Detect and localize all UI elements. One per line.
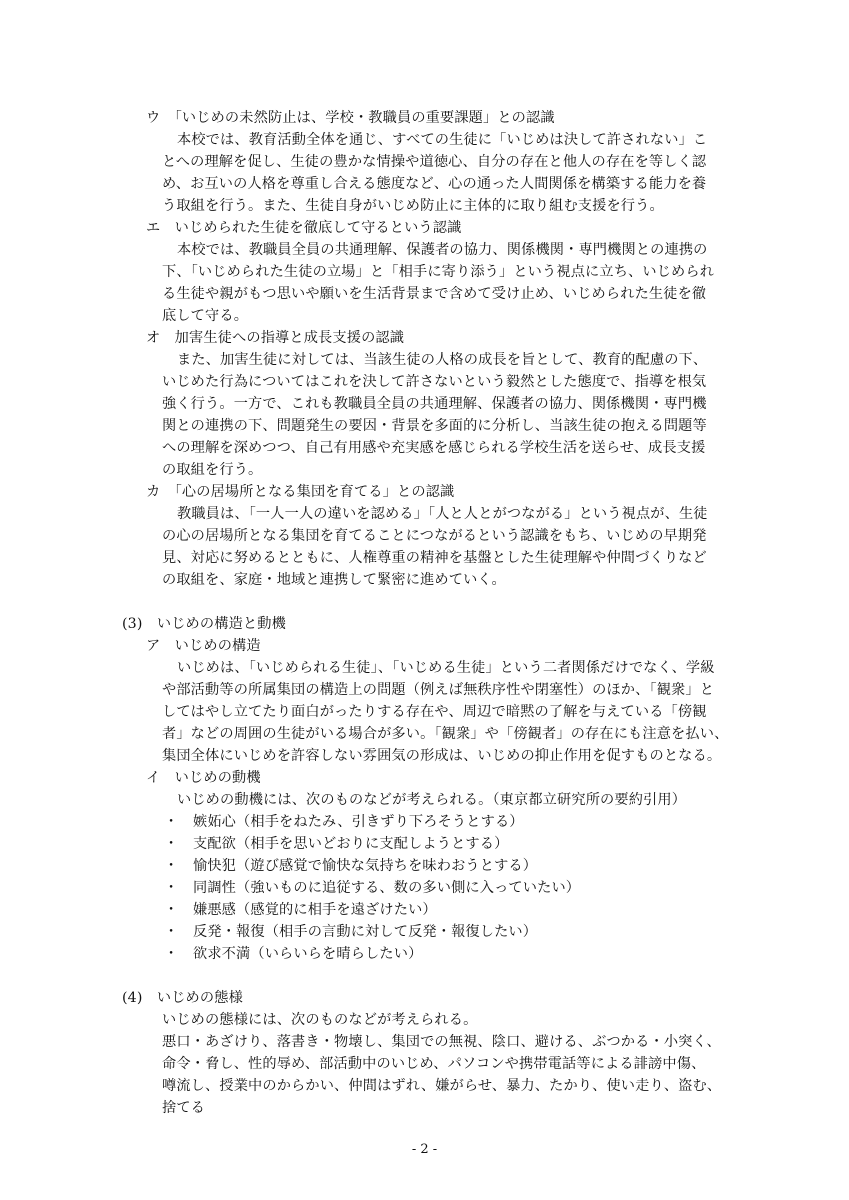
- section-e-heading: エ いじめられた生徒を徹底して守るという認識: [146, 220, 462, 236]
- section-3i-heading: イ いじめの動機: [146, 770, 261, 786]
- bullet-icon: ・: [164, 946, 179, 962]
- section-u-line: め、お互いの人格を尊重し合える態度など、心の通った人間関係を構築する能力を養: [162, 176, 707, 192]
- section-e-line: る生徒や親がもつ思いや願いを生活背景まで含めて受け止め、いじめられた生徒を徹: [162, 286, 707, 302]
- section-4-line: 捨てる: [162, 1100, 206, 1116]
- section-o-line: への理解を深めつつ、自己有用感や充実感を感じられる学校生活を送らせ、成長支援: [162, 440, 706, 456]
- bullet-icon: ・: [164, 902, 179, 918]
- bullet-icon: ・: [164, 836, 179, 852]
- section-4-line: 悪口・あざけり、落書き・物壊し、集団での無視、陰口、避ける、ぶつかる・小突く、: [162, 1034, 721, 1050]
- section-o-line: 関との連携の下、問題発生の要因・背景を多面的に分析し、当該生徒の抱える問題等: [162, 418, 707, 434]
- section-3a-line: 者」などの周囲の生徒がいる場合が多い。「観衆」や「傍観者」の存在にも注意を払い、: [162, 726, 729, 742]
- section-3a-line: や部活動等の所属集団の構造上の問題（例えば無秩序性や閉塞性）のほか、「観衆」と: [162, 682, 715, 698]
- section-4-line: 噂流し、授業中のからかい、仲間はずれ、嫌がらせ、暴力、たかり、使い走り、盗む、: [162, 1078, 722, 1094]
- section-o-line: 強く行う。一方で、これも教職員全員の共通理解、保護者の協力、関係機関・専門機: [162, 396, 707, 412]
- motive-item: 嫌悪感（感覚的に相手を遠ざけたい）: [193, 902, 437, 918]
- section-3a-line: いじめは、「いじめられる生徒」、「いじめる生徒」という二者関係だけでなく、学級: [177, 660, 715, 676]
- section-e-line: 下、「いじめられた生徒の立場」と「相手に寄り添う」という視点に立ち、いじめられ: [162, 264, 715, 280]
- motive-item: 愉快犯（遊び感覚で愉快な気持ちを味わおうとする）: [193, 858, 538, 874]
- section-4-intro: いじめの態様には、次のものなどが考えられる。: [162, 1012, 478, 1028]
- section-3-heading: (3) いじめの構造と動機: [122, 616, 286, 632]
- motive-item: 欲求不満（いらいらを晴らしたい）: [193, 946, 423, 962]
- bullet-icon: ・: [164, 814, 179, 830]
- motive-item: 反発・報復（相手の言動に対して反発・報復したい）: [193, 924, 538, 940]
- bullet-icon: ・: [164, 924, 179, 940]
- section-e-line: 底して守る。: [162, 308, 249, 324]
- page-number: - 2 -: [411, 1142, 438, 1157]
- section-o-heading: オ 加害生徒への指導と成長支援の認識: [146, 330, 405, 346]
- section-3a-line: してはやし立てたり面白がったりする存在や、周辺で暗黙の了解を与えている「傍観: [162, 704, 707, 720]
- section-u-line: う取組を行う。また、生徒自身がいじめ防止に主体的に取り組む支援を行う。: [162, 198, 664, 214]
- section-u-heading: ウ 「いじめの未然防止は、学校・教職員の重要課題」との認識: [146, 110, 555, 126]
- section-4-line: 命令・脅し、性的辱め、部活動中のいじめ、パソコンや携帯電話等による誹謗中傷、: [162, 1056, 706, 1072]
- bullet-icon: ・: [164, 858, 179, 874]
- section-3i-intro: いじめの動機には、次のものなどが考えられる。（東京都立研究所の要約引用）: [177, 792, 687, 808]
- section-o-line: また、加害生徒に対しては、当該生徒の人格の成長を旨として、教育的配慮の下、: [177, 352, 708, 368]
- section-3a-heading: ア いじめの構造: [146, 638, 261, 654]
- section-u-line: 本校では、教育活動全体を通じ、すべての生徒に「いじめは決して許されない」こ: [177, 132, 708, 148]
- section-3a-line: 集団全体にいじめを許容しない雰囲気の形成は、いじめの抑止作用を促すものとなる。: [162, 748, 722, 764]
- section-o-line: いじめた行為についてはこれを決して許さないという毅然とした態度で、指導を根気: [162, 374, 707, 390]
- section-ka-line: 教職員は、「一人一人の違いを認める」「人と人とがつながる」という視点が、生徒: [177, 506, 708, 522]
- section-o-line: の取組を行う。: [162, 462, 263, 478]
- motive-item: 嫉妬心（相手をねたみ、引きずり下ろそうとする）: [193, 814, 524, 830]
- section-ka-line: の取組を、家庭・地域と連携して緊密に進めていく。: [162, 572, 506, 588]
- bullet-icon: ・: [164, 880, 179, 896]
- section-ka-line: の心の居場所となる集団を育てることにつながるという認識をもち、いじめの早期発: [162, 528, 707, 544]
- motive-item: 同調性（強いものに追従する、数の多い側に入っていたい）: [193, 880, 581, 896]
- section-4-heading: (4) いじめの態様: [122, 990, 243, 1006]
- section-ka-line: 見、対応に努めるとともに、人権尊重の精神を基盤とした生徒理解や仲間づくりなど: [162, 550, 707, 566]
- section-ka-heading: カ 「心の居場所となる集団を育てる」との認識: [146, 484, 455, 500]
- motive-item: 支配欲（相手を思いどおりに支配しようとする）: [193, 836, 509, 852]
- section-u-line: とへの理解を促し、生徒の豊かな情操や道徳心、自分の存在と他人の存在を等しく認: [162, 154, 707, 170]
- section-e-line: 本校では、教職員全員の共通理解、保護者の協力、関係機関・専門機関との連携の: [177, 242, 708, 258]
